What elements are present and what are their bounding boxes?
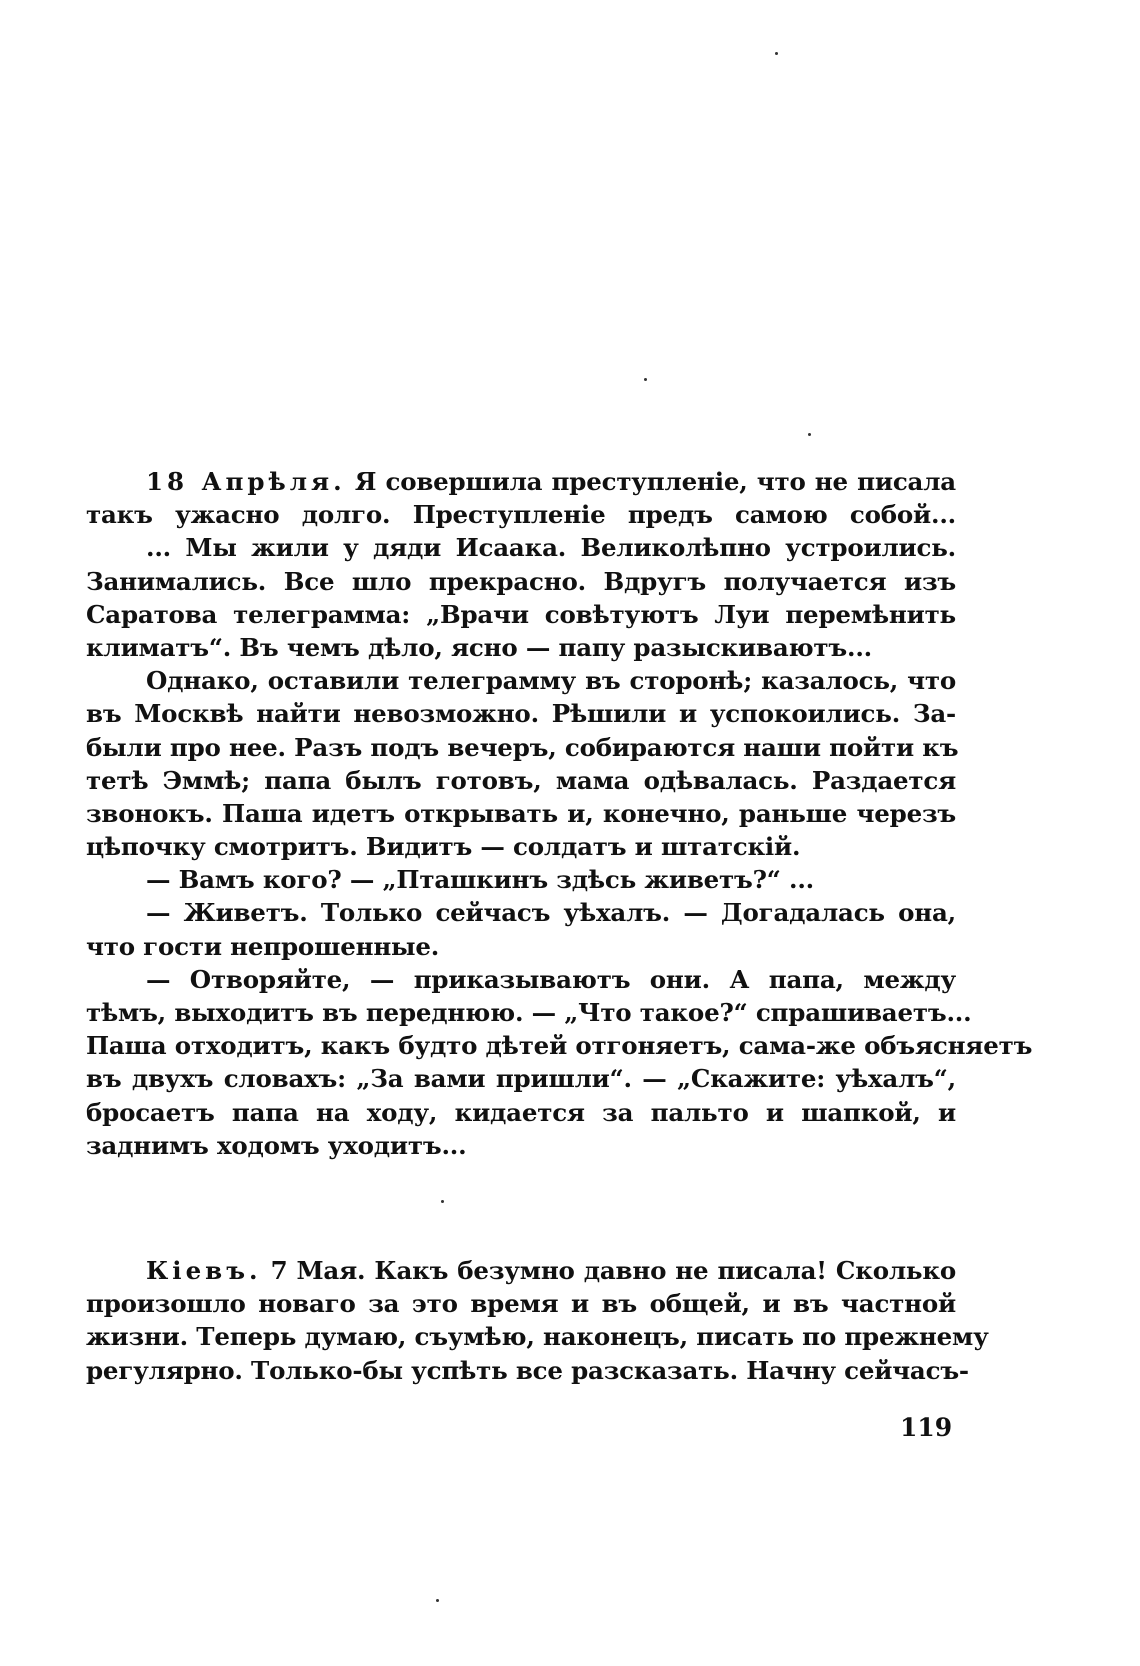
text-line: цѣпочку смотритъ. Видитъ — солдатъ и штатскій. — [86, 832, 801, 862]
print-speck — [644, 378, 647, 381]
text-line: — Вамъ кого? — „Пташкинъ здѣсь живетъ?“ ... — [146, 865, 814, 895]
text-line: Занимались. Все шло прекрасно. Вдругъ получается изъ — [86, 566, 956, 596]
text-line: жизни. Теперь думаю, съумѣю, наконецъ, писать по прежнему — [86, 1322, 989, 1352]
text-line: Паша отходитъ, какъ будто дѣтей отгоняетъ, сама-же объясняетъ — [86, 1031, 1033, 1061]
text-span: Какъ безумно давно не писала! Сколько — [374, 1256, 956, 1285]
text-line: такъ ужасно долго. Преступленіе предъ самою собой... — [86, 500, 956, 530]
text-line: тѣмъ, выходитъ въ переднюю. — „Что такое?“ спрашиваетъ... — [86, 998, 972, 1027]
text-line: — Отворяйте, — приказываютъ они. А папа, между — [146, 964, 956, 994]
page-number: 119 — [900, 1413, 953, 1442]
text-line: бросаетъ папа на ходу, кидается за пальто и шапкой, и — [86, 1097, 956, 1127]
text-line: произошло новаго за это время и въ общей, и въ частной — [86, 1289, 956, 1319]
print-speck — [441, 1200, 444, 1203]
print-speck — [775, 52, 778, 55]
text-line: звонокъ. Паша идетъ открывать и, конечно, раньше черезъ — [86, 798, 956, 828]
text-line: регулярно. Только-бы успѣть все разсказать. Начну сейчасъ- — [86, 1355, 969, 1385]
text-line: климатъ“. Въ чемъ дѣло, ясно — папу разыскиваютъ... — [86, 632, 872, 662]
text-line: что гости непрошенные. — [86, 931, 440, 961]
text-line — [86, 1254, 956, 1287]
text-line: въ двухъ словахъ: „За вами пришли“. — „Скажите: уѣхалъ“, — [86, 1064, 956, 1094]
text-line: Однако, оставили телеграмму въ сторонѣ; казалось, что — [146, 666, 956, 696]
text-line: — Живетъ. Только сейчасъ уѣхалъ. — Догадалась она, — [146, 898, 956, 928]
entry-date: 18 Апрѣля. — [146, 467, 346, 496]
date-text: 7 Мая. — [270, 1256, 366, 1285]
diary-entry-may-7 — [86, 1254, 989, 1387]
text-line — [86, 465, 956, 498]
text-line: ... Мы жили у дяди Исаака. Великолѣпно устроились. — [146, 533, 956, 563]
text-span: Я совершила преступленіе, что не писала — [354, 467, 956, 496]
diary-entry-april-18 — [86, 465, 1033, 1162]
text-line: заднимъ ходомъ уходитъ... — [86, 1130, 467, 1160]
text-line: тетѣ Эммѣ; папа былъ готовъ, мама одѣвалась. Раздается — [86, 765, 956, 795]
entry-date — [271, 1256, 366, 1285]
text-line: Саратова телеграмма: „Врачи совѣтуютъ Луи перемѣнить — [86, 599, 956, 629]
print-speck — [436, 1599, 439, 1602]
text-line: были про нее. Разъ подъ вечеръ, собираются наши пойти къ — [86, 732, 959, 762]
entry-place: Кіевъ. — [146, 1256, 262, 1285]
print-speck — [808, 433, 811, 436]
text-line: въ Москвѣ найти невозможно. Рѣшили и успокоились. За- — [86, 699, 956, 729]
